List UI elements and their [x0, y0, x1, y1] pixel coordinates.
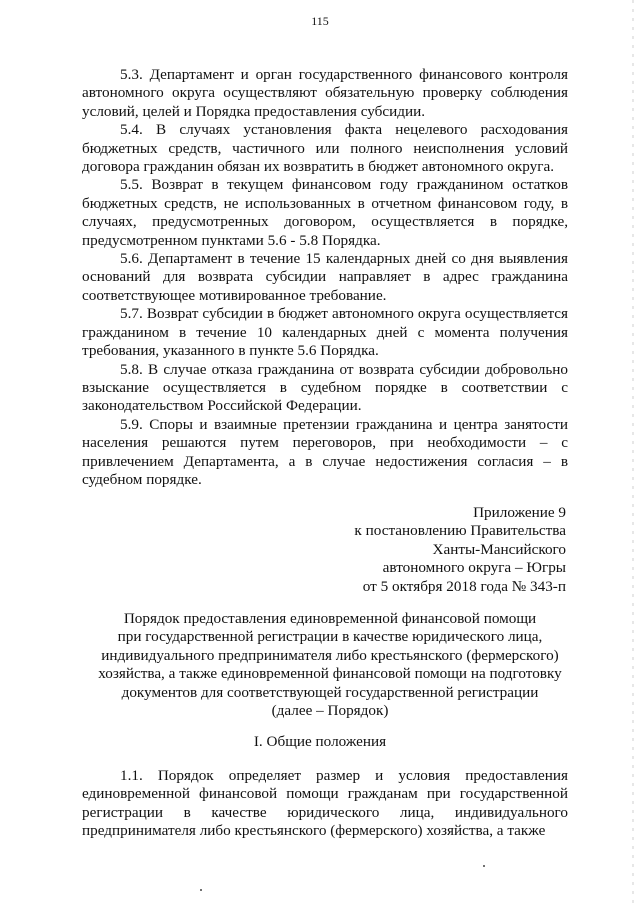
scan-edge-artifact	[632, 0, 634, 905]
paragraph-5-5: 5.5. Возврат в текущем финансовом году гражданином остатков бюджетных средств, не использованных в отчетном финансовом году, в случаях, предусмотренных договором, осуществляется в порядке, предусмотренном пунктами 5.6 - 5.8 Порядка.	[82, 176, 568, 249]
appendix-date: от 5 октября 2018 года № 343-п	[362, 577, 566, 595]
appendix-resolution: к постановлению Правительства	[354, 522, 566, 540]
scan-speck	[200, 889, 202, 891]
title-line-1: Порядок предоставления единовременной финансовой помощи	[123, 610, 537, 627]
paragraph-5-6: 5.6. Департамент в течение 15 календарных дней со дня выявления оснований для возврата субсидии направляет в адрес гражданина соответствующее мотивированное требование.	[82, 250, 568, 304]
paragraph-5-3: 5.3. Департамент и орган государственного финансового контроля автономного округа осуществляют обязательную проверку соблюдения условий, целей и Порядка предоставления субсидии.	[82, 66, 568, 120]
appendix-region: Ханты-Мансийского	[432, 540, 566, 558]
title-line-3: индивидуального предпринимателя либо крестьянского (фермерского)	[101, 646, 559, 664]
paragraph-5-8: 5.8. В случае отказа гражданина от возврата субсидии добровольно взыскание осуществляется в судебном порядке в соответствии с законодательством Российской Федерации.	[82, 360, 568, 415]
page-number: 115	[311, 14, 329, 28]
paragraph-5-9: 5.9. Споры и взаимные претензии гражданина и центра занятости населения решаются путем переговоров, при необходимости – с привлечением Департамента, а в случае недостижения согласия – в судебном порядке.	[82, 415, 568, 488]
title-line-4: хозяйства, а также единовременной финансовой помощи на подготовку	[98, 665, 562, 683]
title-line-2: при государственной регистрации в качестве юридического лица,	[117, 628, 543, 646]
document-title	[95, 610, 565, 720]
appendix-okrug: автономного округа – Югры	[382, 559, 566, 577]
title-line-5: документов для соответствующей государственной регистрации	[121, 683, 539, 701]
title-line-6: (далее – Порядок)	[271, 702, 389, 720]
appendix-header	[354, 504, 566, 596]
section-heading: I. Общие положения	[253, 733, 387, 750]
scan-speck	[483, 865, 485, 867]
paragraph-1-1: 1.1. Порядок определяет размер и условия предоставления единовременной финансовой помощи гражданам при государственной регистрации в качестве юридического лица, индивидуального предпринимателя либо крестьянского (фермерского) хозяйства, а также	[82, 767, 568, 840]
section-1-body	[82, 767, 568, 841]
section-5-paragraphs	[82, 66, 568, 489]
paragraph-5-7: 5.7. Возврат субсидии в бюджет автономного округа осуществляется гражданином в течение 10 календарных дней с момента получения требования, указанного в пункте 5.6 Порядка.	[82, 305, 568, 360]
appendix-number: Приложение 9	[473, 504, 566, 521]
paragraph-5-4: 5.4. В случаях установления факта нецелевого расходования бюджетных средств, частичного или полного неисполнения условий договора гражданин обязан их возвратить в бюджет автономного округа.	[82, 121, 568, 176]
